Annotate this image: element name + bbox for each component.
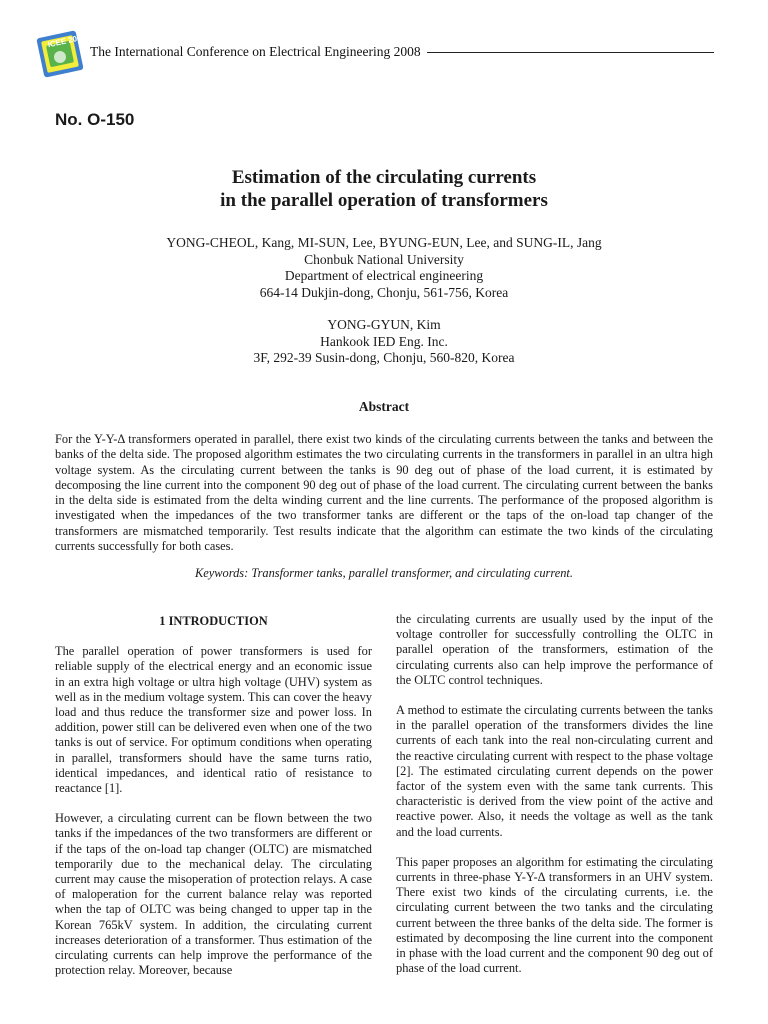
paper-title-line-2: in the parallel operation of transformers — [220, 190, 548, 211]
conference-title: The International Conference on Electrical Engineering 2008 — [90, 44, 421, 59]
abstract-text: For the Y-Y-Δ transformers operated in parallel, there exist two kinds of the circulating currents between the tanks and between the banks of the delta side. The proposed algorithm estimates the two circulating currents in the transformers in parallel in an ultra high voltage system. As the circulating current between the tanks is 90 deg out of phase of the load current, it is estimated by decomposing the line current into the component 90 deg out of phase of the load current. The circulating current between the banks in the delta side is estimated from the delta winding current and the line currents. The performance of the proposed algorithm is investigated when the impedances of the two transformer tanks are different or the taps of the on-load tap changer of the transformers are mismatched temporarily. Test results indicate that the algorithm can estimate the two kinds of the circulating currents successfully for both cases. — [55, 432, 713, 554]
paper-number: No. O-150 — [55, 110, 135, 129]
authors-university: Chonbuk National University — [304, 251, 464, 267]
conference-logo — [34, 30, 88, 78]
paragraph: This paper proposes an algorithm for estimating the circulating currents in three-phase Y-Y-Δ transformers in an UHV system. There exist two kinds of the circulating currents, i.e. the circulating current between the two tanks and the circulating current between the three banks of the delta side. The former is estimated by decomposing the line current into the component in phase with the load current and the component 90 deg out of phase of the load current. — [396, 854, 713, 976]
author2-address: 3F, 292-39 Susin-dong, Chonju, 560-820, Korea — [253, 350, 515, 365]
keywords: Keywords: Transformer tanks, parallel transformer, and circulating current. — [195, 566, 573, 580]
author2-name: YONG-GYUN, Kim — [327, 317, 441, 332]
authors-department: Department of electrical engineering — [284, 268, 484, 283]
left-column — [55, 612, 372, 993]
author2-company: Hankook IED Eng. Inc. — [320, 333, 448, 349]
header-rule — [427, 52, 714, 53]
section-heading-introduction: 1 INTRODUCTION — [159, 614, 268, 628]
logo-text: ICEE 2008 — [46, 32, 87, 50]
authors-address: 664-14 Dukjin-dong, Chonju, 561-756, Korea — [259, 284, 509, 300]
paragraph: A method to estimate the circulating currents between the tanks in the parallel operation of the transformers divides the line currents of each tank into the real non-circulating current and the reactive circulating current with respect to the phase voltage [2]. The estimated circulating current depends on the power factor of the system even with the same tank currents. This characteristic is derived from the view point of the active and reactive power. Also, it needs the voltage as well as the tank and the load currents. — [396, 703, 713, 839]
right-column — [396, 612, 713, 991]
authors-names: YONG-CHEOL, Kang, MI-SUN, Lee, BYUNG-EUN, Lee, and SUNG-IL, Jang — [166, 235, 602, 250]
paper-title-line-1: Estimation of the circulating currents — [231, 167, 537, 188]
paragraph: However, a circulating current can be flown between the two tanks if the impedances of the two transformers are different or if the taps of the on-load tap changer (OLTC) are mismatched temporarily due to the mechanical delay. The circulating current may cause the misoperation of protection relays. A case of maloperation for the current balance relay was reported when the tap of OLTC was being changed to upper tap in the Korean 765kV system. In addition, the circulating current increases deterioration of a transformer. Thus estimation of the circulating currents can help improve the performance of the protection relay. Moreover, because — [55, 811, 372, 978]
paragraph: the circulating currents are usually used by the input of the voltage controller for successfully controlling the OLTC in parallel operation of the transformers, estimation of the circulating currents also can help improve the performance of the OLTC control techniques. — [396, 612, 713, 687]
abstract-heading: Abstract — [358, 399, 410, 414]
paragraph: The parallel operation of power transformers is used for reliable supply of the electrical energy and an economic issue in an extra high voltage or ultra high voltage (UHV) system as well as in the medium voltage system. This can cover the heavy load and thus reduce the transformer size and power loss. In addition, power still can be delivered even when one of the two tanks is out of service. For optimum conditions when operating in parallel, transformers should have the same turns ratio, identical impedances, and identical ratio of resistance to reactance [1]. — [55, 644, 372, 796]
conference-header — [90, 44, 714, 60]
